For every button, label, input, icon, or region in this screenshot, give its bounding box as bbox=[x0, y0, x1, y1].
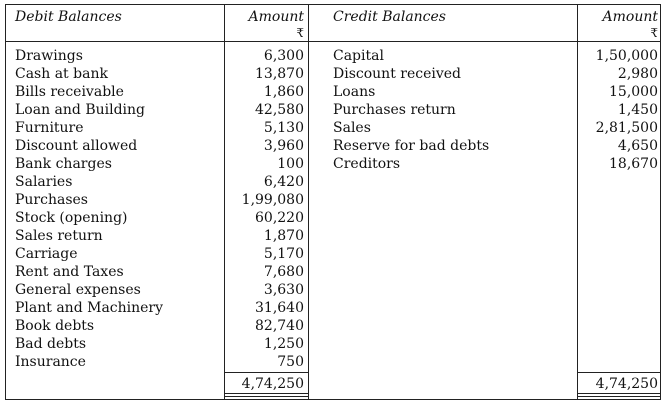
debit-account-name: Purchases bbox=[15, 192, 88, 208]
credit-total: 4,74,250 bbox=[595, 376, 658, 392]
debit-account-name: Insurance bbox=[15, 354, 86, 370]
debit-account-name: Loan and Building bbox=[15, 102, 145, 118]
debit-account-name: Carriage bbox=[15, 246, 78, 262]
debit-amount: 1,870 bbox=[263, 228, 304, 244]
credit-balances-header: Credit Balances bbox=[333, 9, 446, 25]
debit-account-name: Drawings bbox=[15, 48, 83, 64]
debit-balances-header: Debit Balances bbox=[15, 9, 122, 25]
debit-amount: 750 bbox=[277, 354, 304, 370]
credit-total-rule bbox=[577, 372, 660, 373]
credit-account-name: Discount received bbox=[333, 66, 462, 82]
debit-account-name: Rent and Taxes bbox=[15, 264, 124, 280]
debit-total-rule bbox=[224, 372, 308, 373]
debit-account-list bbox=[15, 47, 220, 371]
debit-account-name: Plant and Machinery bbox=[15, 300, 164, 316]
debit-account-name: Stock (opening) bbox=[15, 210, 128, 226]
credit-amount: 15,000 bbox=[609, 84, 658, 100]
debit-total-double-rule bbox=[224, 393, 308, 394]
debit-amount: 60,220 bbox=[255, 210, 304, 226]
debit-amount: 5,130 bbox=[263, 120, 304, 136]
debit-amount: 42,580 bbox=[255, 102, 304, 118]
credit-account-name: Loans bbox=[333, 84, 376, 100]
debit-amount: 3,630 bbox=[263, 282, 304, 298]
credit-amount: 2,980 bbox=[617, 66, 658, 82]
debit-amount-list bbox=[224, 47, 304, 371]
debit-account-name: Sales return bbox=[15, 228, 103, 244]
credit-amount: 1,450 bbox=[617, 102, 658, 118]
credit-account-name: Creditors bbox=[333, 156, 401, 172]
debit-amount: 31,640 bbox=[255, 300, 304, 316]
debit-amount: 3,960 bbox=[263, 138, 304, 154]
credit-account-name: Capital bbox=[333, 48, 384, 64]
debit-amount: 100 bbox=[277, 156, 304, 172]
credit-account-list bbox=[333, 47, 573, 173]
credit-total-double-rule bbox=[577, 393, 660, 394]
credit-currency-symbol: ₹ bbox=[650, 26, 658, 40]
credit-account-name: Purchases return bbox=[333, 102, 456, 118]
debit-amount: 1,99,080 bbox=[241, 192, 304, 208]
credit-amount-list bbox=[577, 47, 658, 173]
credit-amount: 1,50,000 bbox=[595, 48, 658, 64]
credit-amount: 2,81,500 bbox=[595, 120, 658, 136]
credit-account-name: Sales bbox=[333, 120, 371, 136]
debit-account-name: Discount allowed bbox=[15, 138, 138, 154]
debit-account-name: Bills receivable bbox=[15, 84, 124, 100]
debit-amount: 82,740 bbox=[255, 318, 304, 334]
trial-balance-table bbox=[5, 4, 661, 400]
credit-total-double-rule bbox=[577, 396, 660, 397]
debit-account-name: Furniture bbox=[15, 120, 84, 136]
debit-amount: 5,170 bbox=[263, 246, 304, 262]
debit-amount: 6,300 bbox=[263, 48, 304, 64]
debit-total: 4,74,250 bbox=[241, 376, 304, 392]
debit-amount: 6,420 bbox=[263, 174, 304, 190]
debit-total-double-rule bbox=[224, 396, 308, 397]
debit-amount-header: Amount bbox=[248, 9, 304, 25]
credit-amount: 18,670 bbox=[609, 156, 658, 172]
column-divider bbox=[308, 5, 309, 399]
debit-amount: 1,860 bbox=[263, 84, 304, 100]
credit-amount-header: Amount bbox=[602, 9, 658, 25]
debit-amount: 1,250 bbox=[263, 336, 304, 352]
debit-account-name: Salaries bbox=[15, 174, 73, 190]
credit-account-name: Reserve for bad debts bbox=[333, 138, 490, 154]
debit-amount: 13,870 bbox=[255, 66, 304, 82]
debit-account-name: Bad debts bbox=[15, 336, 87, 352]
debit-currency-symbol: ₹ bbox=[296, 26, 304, 40]
header-separator bbox=[6, 41, 660, 42]
debit-account-name: Book debts bbox=[15, 318, 95, 334]
debit-amount: 7,680 bbox=[263, 264, 304, 280]
credit-amount: 4,650 bbox=[617, 138, 658, 154]
debit-account-name: General expenses bbox=[15, 282, 141, 298]
debit-account-name: Cash at bank bbox=[15, 66, 108, 82]
debit-account-name: Bank charges bbox=[15, 156, 112, 172]
